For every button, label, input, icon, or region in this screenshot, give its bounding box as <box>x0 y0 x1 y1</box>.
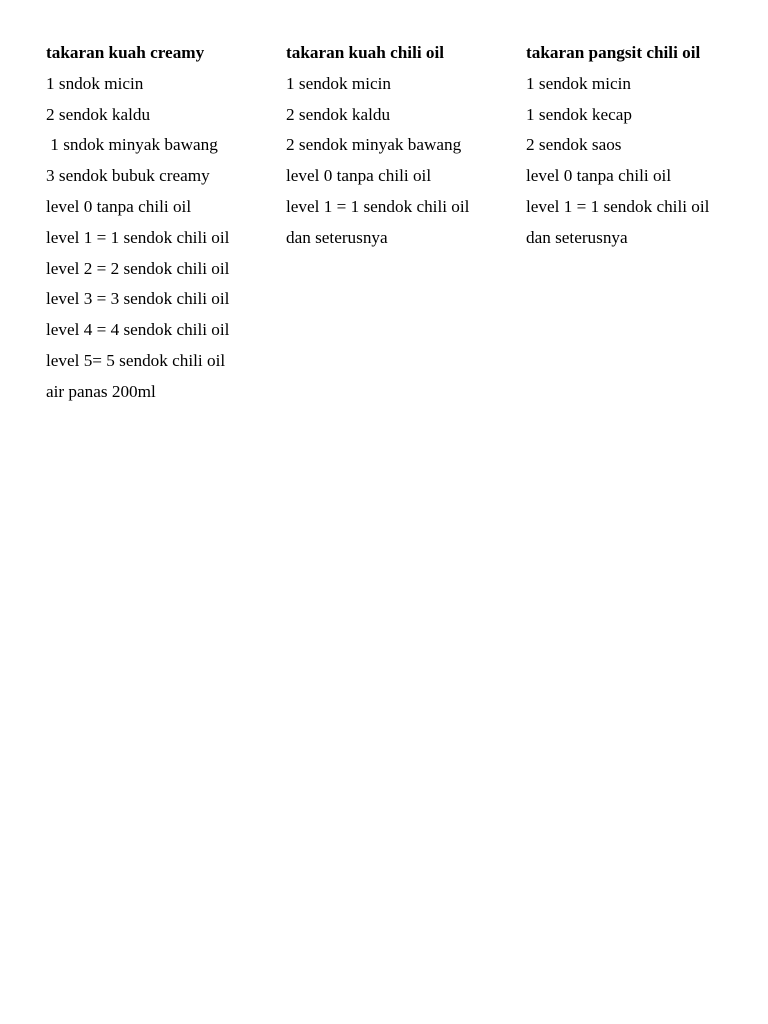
recipe-line: dan seterusnya <box>526 227 628 247</box>
recipe-line: level 0 tanpa chili oil <box>286 166 432 186</box>
recipe-line: 1 sndok minyak bawang <box>46 135 218 155</box>
recipe-line: level 1 = 1 sendok chili oil <box>286 196 470 216</box>
recipe-line: level 1 = 1 sendok chili oil <box>526 196 710 216</box>
column-heading: takaran kuah chili oil <box>286 43 445 62</box>
recipe-line: 1 sendok kecap <box>526 104 632 124</box>
recipe-line: level 3 = 3 sendok chili oil <box>46 289 230 309</box>
recipe-line: 1 sndok micin <box>46 73 144 93</box>
recipe-line: level 4 = 4 sendok chili oil <box>46 320 230 340</box>
recipe-line: 2 sendok kaldu <box>286 104 391 124</box>
recipe-line: 2 sendok minyak bawang <box>286 135 462 155</box>
recipe-line: level 2 = 2 sendok chili oil <box>46 258 230 278</box>
recipe-line: 2 sendok kaldu <box>46 104 151 124</box>
recipe-line: 1 sendok micin <box>526 73 632 93</box>
recipe-line: 3 sendok bubuk creamy <box>46 166 210 186</box>
column-kuah-chili-oil <box>286 38 516 254</box>
column-kuah-creamy <box>46 38 276 408</box>
recipe-line: 1 sendok micin <box>286 73 392 93</box>
recipe-line: level 0 tanpa chili oil <box>46 196 192 216</box>
recipe-line: air panas 200ml <box>46 381 156 401</box>
column-heading: takaran kuah creamy <box>46 43 205 62</box>
column-heading: takaran pangsit chili oil <box>526 43 701 62</box>
recipe-line: level 5= 5 sendok chili oil <box>46 350 226 370</box>
recipe-line: level 0 tanpa chili oil <box>526 166 672 186</box>
column-pangsit-chili-oil <box>526 38 756 254</box>
recipe-line: level 1 = 1 sendok chili oil <box>46 227 230 247</box>
recipe-line: dan seterusnya <box>286 227 388 247</box>
recipe-line: 2 sendok saos <box>526 135 622 155</box>
